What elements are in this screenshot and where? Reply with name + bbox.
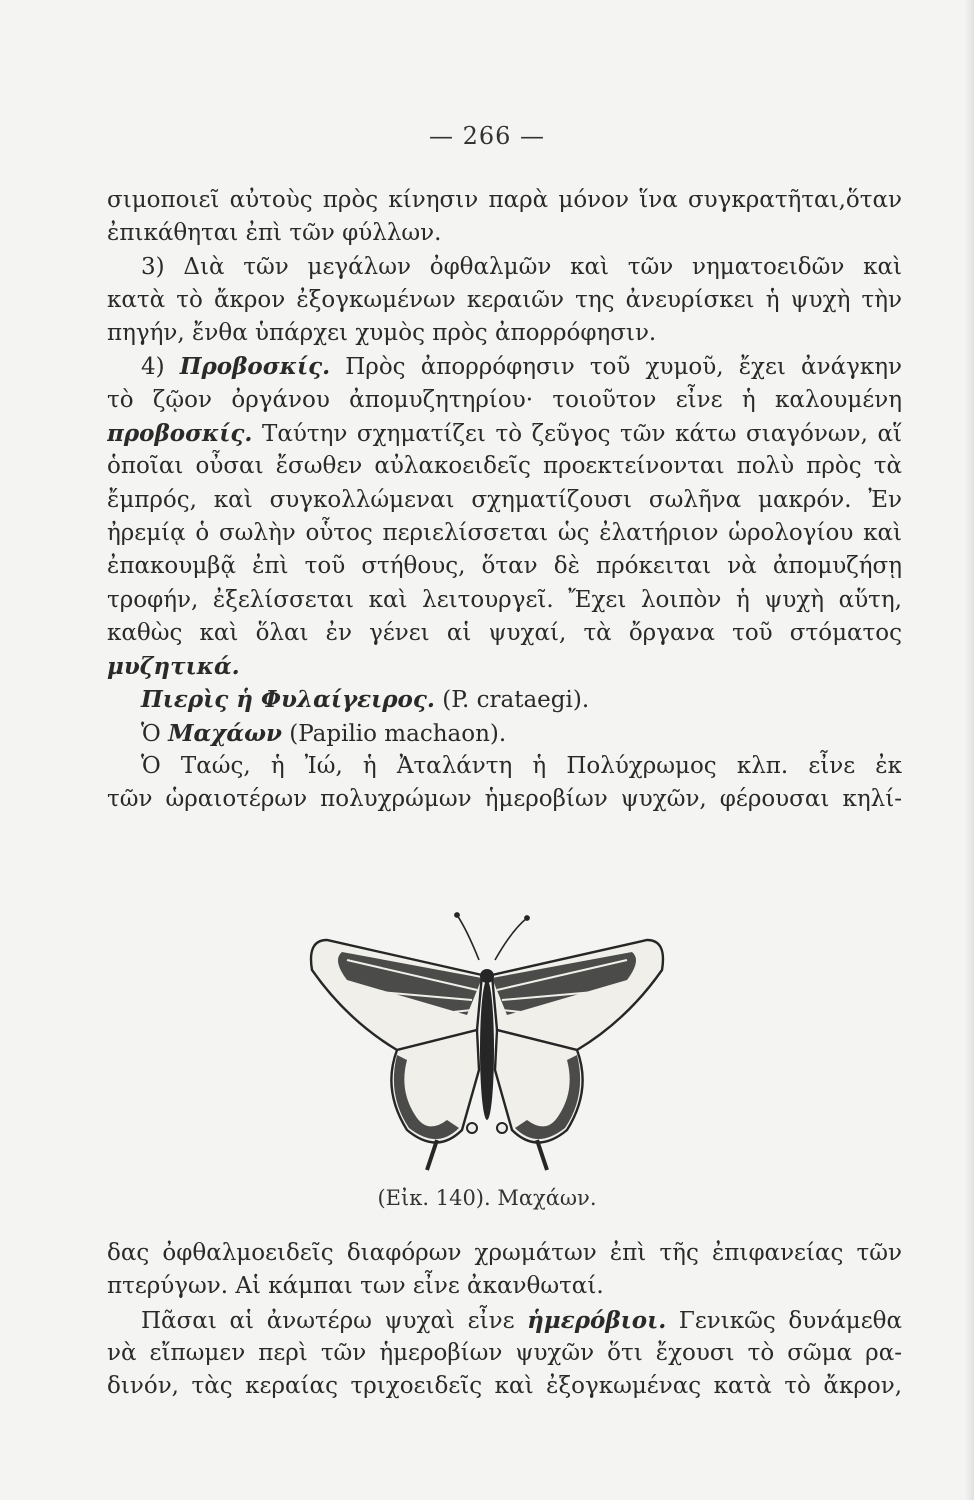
- text-run: ὁποῖαι οὖσαι ἔσωθεν αὐλακοειδεῖς προεκτείνονται πολὺ πρὸς τὰ: [107, 453, 902, 480]
- text-line: [107, 184, 902, 217]
- text-line: [107, 450, 902, 483]
- text-run: ἐπακουμβᾷ ἐπὶ τοῦ στήθους, ὅταν δὲ πρόκειται νὰ ἀπομυζήσῃ: [107, 553, 902, 580]
- text-line: [107, 284, 902, 317]
- text-run: τροφήν, ἐξελίσσεται καὶ λειτουργεῖ. Ἔχει λοιπὸν ἡ ψυχὴ αὕτη,: [107, 586, 902, 613]
- text-run: δας ὀφθαλμοειδεῖς διαφόρων χρωμάτων ἐπὶ τῆς ἐπιφανείας τῶν: [107, 1240, 902, 1266]
- text-line: [107, 1270, 902, 1303]
- text-run: Ὁ: [141, 720, 169, 747]
- emphasized-term: Μαχάων: [168, 719, 282, 747]
- antenna-right: [495, 918, 527, 960]
- antenna-club-right: [525, 916, 530, 921]
- text-run: σιμοποιεῖ αὐτοὺς πρὸς κίνησιν παρὰ μόνον ἵνα συγκρατῆται,ὅταν: [107, 187, 902, 213]
- butterfly-illustration: [287, 900, 687, 1180]
- emphasized-term: Προβοσκίς.: [179, 353, 331, 381]
- text-line: [107, 584, 902, 617]
- text-line: [107, 1337, 902, 1370]
- text-run: Γενικῶς δυνάμεθα: [666, 1307, 902, 1334]
- butterfly-head: [480, 969, 494, 983]
- emphasized-term: προβοσκίς.: [107, 420, 253, 448]
- text-run: 3) Διὰ τῶν μεγάλων ὀφθαλμῶν καὶ τῶν νηματοειδῶν καὶ: [141, 253, 902, 280]
- text-run: δινόν, τὰς κεραίας τριχοειδεῖς καὶ ἐξογκωμένας κατὰ τὸ ἄκρον,: [107, 1373, 902, 1400]
- text-line: [107, 683, 902, 716]
- text-run: Ὁ Ταώς, ἡ Ἰώ, ἡ Ἀταλάντη ἡ Πολύχρωμος κλπ. εἶνε ἐκ: [141, 753, 902, 780]
- text-run: νὰ εἴπωμεν περὶ τῶν ἡμεροβίων ψυχῶν ὅτι ἔχουσι τὸ σῶμα ρα-: [107, 1339, 902, 1366]
- left-tail: [427, 1140, 437, 1170]
- text-line: [107, 617, 902, 650]
- emphasized-term: μυζητικά.: [107, 653, 240, 681]
- text-line: [107, 484, 902, 517]
- text-line: [107, 517, 902, 550]
- antenna-left: [457, 915, 479, 960]
- eyespot-right: [497, 1123, 507, 1133]
- text-line: [107, 550, 902, 583]
- eyespot-left: [467, 1123, 477, 1133]
- text-run: κατὰ τὸ ἄκρον ἐξογκωμένων κεραιῶν της ἀνευρίσκει ἡ ψυχὴ τὴν: [107, 286, 902, 313]
- right-tail: [537, 1140, 547, 1170]
- text-line: [107, 350, 902, 383]
- text-line: [107, 1304, 902, 1337]
- text-run: (Papilio machaon).: [281, 720, 507, 747]
- text-run: 4): [141, 354, 180, 381]
- text-run: ἐπικάθηται ἐπὶ τῶν φύλλων.: [107, 220, 442, 247]
- text-run: ἠρεμίᾳ ὁ σωλὴν οὗτος περιελίσσεται ὡς ἐλατήριον ὡρολογίου καὶ: [107, 519, 902, 546]
- text-run: Πᾶσαι αἱ ἀνωτέρω ψυχαὶ εἶνε: [141, 1307, 528, 1334]
- text-block-top: [107, 184, 902, 817]
- text-line: [107, 717, 902, 750]
- text-run: Ταύτην σχηματίζει τὸ ζεῦγος τῶν κάτω σιαγόνων, αἵ: [252, 421, 902, 448]
- emphasized-term: Πιερὶς ἡ Φυλαίγειρος.: [141, 686, 435, 714]
- text-line: [107, 750, 902, 783]
- text-line: [107, 417, 902, 450]
- text-line: [107, 1237, 902, 1270]
- emphasized-term: ἡμερόβιοι.: [527, 1306, 667, 1334]
- text-run: (P. crataegi).: [434, 687, 590, 714]
- text-run: πτερύγων. Αἱ κάμπαι των εἶνε ἀκανθωταί.: [107, 1273, 604, 1300]
- figure-caption: (Εἰκ. 140). Μαχάων.: [377, 1186, 597, 1210]
- text-run: τῶν ὡραιοτέρων πολυχρώμων ἡμεροβίων ψυχῶν, φέρουσαι κηλί-: [107, 786, 902, 813]
- text-run: Πρὸς ἀπορρόφησιν τοῦ χυμοῦ, ἔχει ἀνάγκην: [330, 354, 902, 381]
- text-line: [107, 251, 902, 284]
- text-run: πηγήν, ἔνθα ὑπάρχει χυμὸς πρὸς ἀπορρόφησιν.: [107, 320, 657, 347]
- text-run: καθὼς καὶ ὅλαι ἐν γένει αἱ ψυχαί, τὰ ὄργανα τοῦ στόματος: [107, 619, 902, 646]
- page-edge: [964, 0, 974, 1500]
- text-run: τὸ ζῷον ὀργάνου ἀπομυζητηρίου· τοιοῦτον εἶνε ἡ καλουμένη: [107, 386, 902, 413]
- text-line: [107, 783, 902, 816]
- text-block-bottom: [107, 1237, 902, 1403]
- butterfly-body: [480, 980, 494, 1120]
- antenna-club-left: [455, 913, 460, 918]
- text-line: [107, 1370, 902, 1403]
- text-line: [107, 384, 902, 417]
- text-run: ἔμπρός, καὶ συγκολλώμεναι σχηματίζουσι σωλῆνα μακρόν. Ἐν: [107, 486, 902, 513]
- text-line: [107, 317, 902, 350]
- text-line: [107, 650, 902, 683]
- page-number: — 266 —: [428, 122, 546, 150]
- text-line: [107, 217, 902, 250]
